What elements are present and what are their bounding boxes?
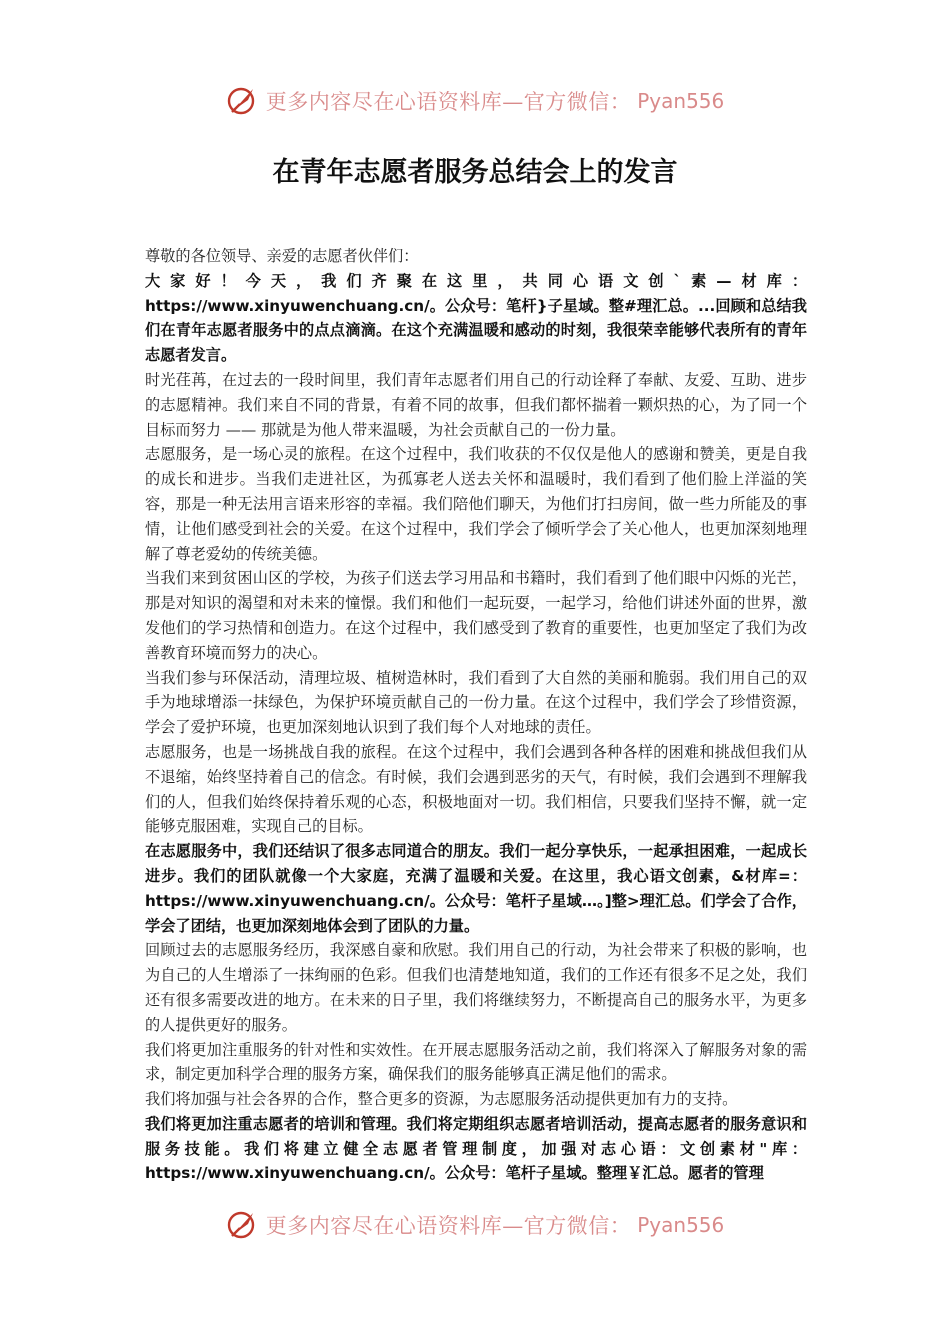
paragraph-salutation: 尊敬的各位领导、亲爱的志愿者伙伴们： xyxy=(145,247,419,265)
header-banner-text: 更多内容尽在心语资料库—官方微信： xyxy=(265,90,632,114)
paragraph: 当我们来到贫困山区的学校，为孩子们送去学习用品和书籍时，我们看到了他们眼中闪烁的光芒，那是对知识的渴望和对未来的憧憬。我们和他们一起玩耍，一起学习，给他们讲述外面的世界，激发他们的学习热情和创造力。在这个过程中，我们感受到了教育的重要性，也更加坚定了我们为改善教育环境而努力的决心。 xyxy=(145,569,807,662)
paragraph: 在志愿服务中，我们还结识了很多志同道合的朋友。我们一起分享快乐，一起承担困难，一起成长进步。我们的团队就像一个大家庭，充满了温暖和关爱。在这里，我心语文创素，&材库=：https://www.xinyuwenchuang.cn/。公众号：笔杆子星域…。]整>理汇总。们学会了合作，学会了团结，也更加深刻地体会到了团队的力量。 xyxy=(145,842,807,935)
document-body xyxy=(145,244,807,1186)
quill-logo-icon xyxy=(226,84,260,118)
paragraph: 我们将更加注重志愿者的培训和管理。我们将定期组织志愿者培训活动，提高志愿者的服务意识和服务技能。我们将建立健全志愿者管理制度，加强对志心语：文创素材"库：https://www.xinyuwenchuang.cn/。公众号：笔杆子星域。整理￥汇总。愿者的管理 xyxy=(145,1114,807,1183)
paragraph: 当我们参与环保活动，清理垃圾、植树造林时，我们看到了大自然的美丽和脆弱。我们用自己的双手为地球增添一抹绿色，为保护环境贡献自己的一份力量。在这个过程中，我们学会了珍惜资源，学会了爱护环境，也更加深刻地认识到了我们每个人对地球的责任。 xyxy=(145,668,807,737)
paragraph: 我们将更加注重服务的针对性和实效性。在开展志愿服务活动之前，我们将深入了解服务对象的需求，制定更加科学合理的服务方案，确保我们的服务能够真正满足他们的需求。 xyxy=(145,1040,807,1084)
header-banner xyxy=(0,84,950,124)
footer-banner-text: 更多内容尽在心语资料库—官方微信： xyxy=(265,1214,632,1238)
paragraph: 时光荏苒，在过去的一段时间里，我们青年志愿者们用自己的行动诠释了奉献、友爱、互助、进步的志愿精神。我们来自不同的背景，有着不同的故事，但我们都怀揣着一颗炽热的心，为了同一个目标而努力 —— 那就是为他人带来温暖，为社会贡献自己的一份力量。 xyxy=(145,370,807,439)
paragraph: 回顾过去的志愿服务经历，我深感自豪和欣慰。我们用自己的行动，为社会带来了积极的影响，也为自己的人生增添了一抹绚丽的色彩。但我们也清楚地知道，我们的工作还有很多不足之处，我们还有很多需要改进的地方。在未来的日子里，我们将继续努力，不断提高自己的服务水平，为更多的人提供更好的服务。 xyxy=(145,941,807,1034)
footer-banner-handle: Pyan556 xyxy=(637,1213,725,1237)
footer-banner xyxy=(0,1208,950,1248)
quill-logo-icon xyxy=(226,1208,260,1242)
header-banner-handle: Pyan556 xyxy=(637,89,725,113)
paragraph-opening: 大家好！今天，我们齐聚在这里，共同心语文创`素—材库：https://www.xinyuwenchuang.cn/。公众号：笔杆}子星域。整#理汇总。...回顾和总结我们在青年志愿者服务中的点点滴滴。在这个充满温暖和感动的时刻，我很荣幸能够代表所有的青年志愿者发言。 xyxy=(145,271,807,365)
paragraph: 志愿服务，是一场心灵的旅程。在这个过程中，我们收获的不仅仅是他人的感谢和赞美，更是自我的成长和进步。当我们走进社区，为孤寡老人送去关怀和温暖时，我们看到了他们脸上洋溢的笑容，那是一种无法用言语来形容的幸福。我们陪他们聊天，为他们打扫房间，做一些力所能及的事情，让他们感受到社会的关爱。在这个过程中，我们学会了倾听学会了关心他人，也更加深刻地理解了尊老爱幼的传统美德。 xyxy=(145,445,807,563)
document-title: 在青年志愿者服务总结会上的发言 xyxy=(272,157,678,188)
paragraph: 志愿服务，也是一场挑战自我的旅程。在这个过程中，我们会遇到各种各样的困难和挑战但我们从不退缩，始终坚持着自己的信念。有时候，我们会遇到恶劣的天气，有时候，我们会遇到不理解我们的人，但我们始终保持着乐观的心态，积极地面对一切。我们相信，只要我们坚持不懈，就一定能够克服困难，实现自己的目标。 xyxy=(145,742,807,836)
paragraph: 我们将加强与社会各界的合作，整合更多的资源，为志愿服务活动提供更加有力的支持。 xyxy=(145,1090,738,1109)
